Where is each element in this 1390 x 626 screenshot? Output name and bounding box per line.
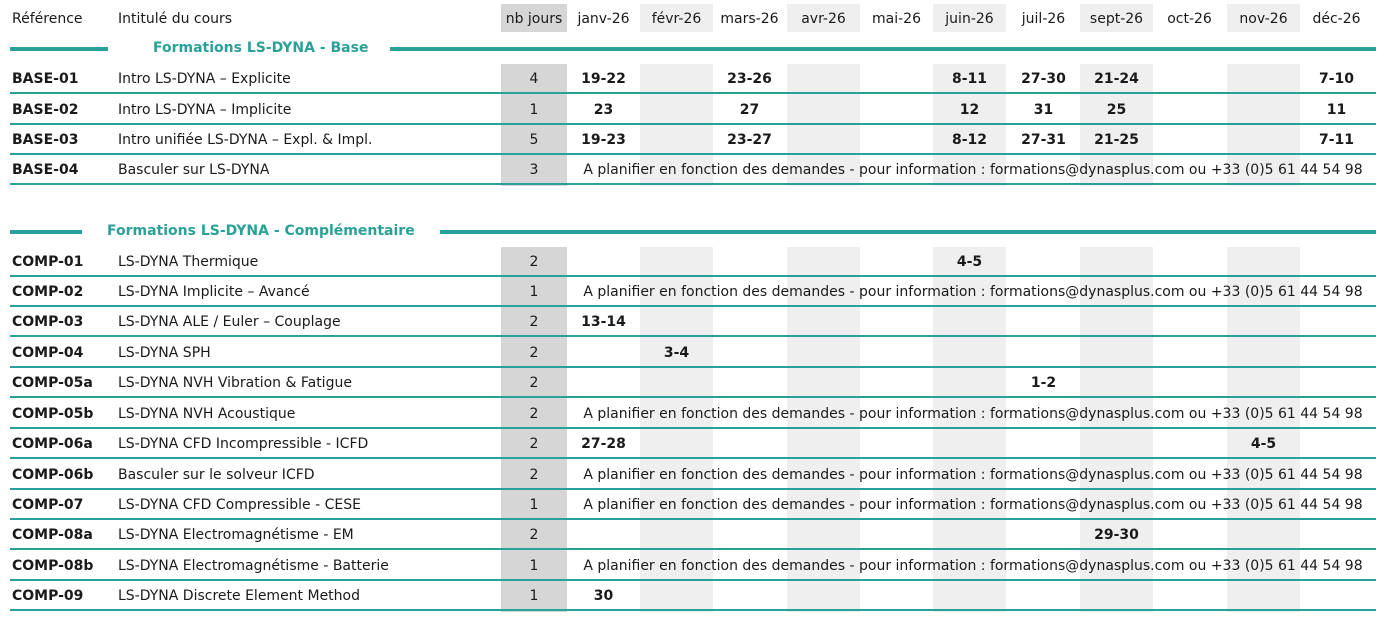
session-date: 13-14	[581, 314, 626, 330]
course-nb-jours: 2	[529, 527, 539, 543]
header-month: févr-26	[651, 11, 702, 27]
course-nb-jours: 3	[529, 162, 539, 178]
section-rule	[10, 230, 82, 234]
course-nb-jours: 1	[529, 497, 539, 513]
session-date: 27	[739, 102, 760, 118]
course-title: LS-DYNA CFD Compressible - CESE	[118, 497, 361, 513]
planning-note: A planifier en fonction des demandes - pour information : formations@dynasplus.com ou +33 (0)5 61 44 54 98	[583, 162, 1363, 178]
course-reference: BASE-01	[12, 71, 79, 87]
section-title: Formations LS-DYNA - Complémentaire	[107, 223, 415, 239]
course-reference: BASE-03	[12, 132, 79, 148]
course-reference: BASE-02	[12, 102, 79, 118]
course-title: LS-DYNA Electromagnétisme - Batterie	[118, 558, 389, 574]
session-date: 21-24	[1094, 71, 1139, 87]
course-nb-jours: 4	[529, 71, 539, 87]
session-date: 11	[1326, 102, 1347, 118]
course-nb-jours: 1	[529, 284, 539, 300]
planning-note: A planifier en fonction des demandes - pour information : formations@dynasplus.com ou +33 (0)5 61 44 54 98	[583, 467, 1363, 483]
course-nb-jours: 2	[529, 254, 539, 270]
header-month: nov-26	[1239, 11, 1288, 27]
header-month: juil-26	[1021, 11, 1066, 27]
session-date: 27-30	[1021, 71, 1066, 87]
course-reference: COMP-08b	[12, 558, 94, 574]
session-date: 8-12	[951, 132, 988, 148]
session-date: 19-23	[581, 132, 626, 148]
course-title: Basculer sur le solveur ICFD	[118, 467, 315, 483]
section-rule	[10, 47, 108, 51]
section-rule	[440, 230, 1376, 234]
session-date: 1-2	[1030, 375, 1057, 391]
session-date: 7-10	[1318, 71, 1355, 87]
header-month: mai-26	[872, 11, 921, 27]
planning-note: A planifier en fonction des demandes - pour information : formations@dynasplus.com ou +33 (0)5 61 44 54 98	[583, 497, 1363, 513]
course-nb-jours: 1	[529, 588, 539, 604]
session-date: 4-5	[1250, 436, 1277, 452]
course-row	[10, 581, 1376, 611]
header-nb-jours: nb jours	[505, 11, 563, 27]
course-row	[10, 64, 1376, 94]
course-nb-jours: 2	[529, 436, 539, 452]
session-date: 3-4	[663, 345, 690, 361]
course-row	[10, 125, 1376, 155]
section-rule	[390, 47, 1376, 51]
course-row	[10, 95, 1376, 125]
course-row	[10, 155, 1376, 185]
session-date: 19-22	[581, 71, 626, 87]
course-nb-jours: 2	[529, 314, 539, 330]
header-reference: Référence	[12, 11, 83, 27]
course-title: LS-DYNA Electromagnétisme - EM	[118, 527, 354, 543]
header-course-title: Intitulé du cours	[118, 11, 233, 27]
course-row	[10, 368, 1376, 398]
course-title: LS-DYNA SPH	[118, 345, 211, 361]
course-nb-jours: 2	[529, 406, 539, 422]
course-reference: COMP-04	[12, 345, 84, 361]
course-row	[10, 429, 1376, 459]
course-reference: COMP-09	[12, 588, 84, 604]
course-title: LS-DYNA Discrete Element Method	[118, 588, 360, 604]
course-row	[10, 520, 1376, 550]
session-date: 21-25	[1094, 132, 1139, 148]
course-reference: COMP-06b	[12, 467, 94, 483]
course-title: Intro LS-DYNA – Implicite	[118, 102, 292, 118]
course-title: LS-DYNA CFD Incompressible - ICFD	[118, 436, 369, 452]
course-row	[10, 277, 1376, 307]
session-date: 23-26	[727, 71, 772, 87]
course-reference: BASE-04	[12, 162, 79, 178]
course-reference: COMP-05a	[12, 375, 93, 391]
header-month: avr-26	[801, 11, 846, 27]
course-title: LS-DYNA ALE / Euler – Couplage	[118, 314, 341, 330]
session-date: 8-11	[951, 71, 988, 87]
course-reference: COMP-05b	[12, 406, 94, 422]
session-date: 12	[959, 102, 980, 118]
course-nb-jours: 1	[529, 102, 539, 118]
table-header	[10, 4, 1376, 34]
header-month: déc-26	[1312, 11, 1361, 27]
session-date: 30	[593, 588, 614, 604]
course-row	[10, 490, 1376, 520]
course-row	[10, 551, 1376, 581]
session-date: 23-27	[727, 132, 772, 148]
session-date: 23	[593, 102, 614, 118]
course-title: LS-DYNA NVH Acoustique	[118, 406, 296, 422]
course-title: Intro LS-DYNA – Explicite	[118, 71, 291, 87]
course-reference: COMP-01	[12, 254, 84, 270]
header-month: janv-26	[577, 11, 630, 27]
course-title: LS-DYNA NVH Vibration & Fatigue	[118, 375, 352, 391]
course-reference: COMP-02	[12, 284, 84, 300]
section-title: Formations LS-DYNA - Base	[153, 40, 369, 56]
session-date: 25	[1106, 102, 1127, 118]
session-date: 4-5	[956, 254, 983, 270]
course-nb-jours: 1	[529, 558, 539, 574]
course-title: Intro unifiée LS-DYNA – Expl. & Impl.	[118, 132, 373, 148]
section-heading	[0, 221, 1390, 241]
course-row	[10, 399, 1376, 429]
header-month: mars-26	[720, 11, 779, 27]
header-month: oct-26	[1167, 11, 1212, 27]
session-date: 7-11	[1318, 132, 1355, 148]
planning-note: A planifier en fonction des demandes - pour information : formations@dynasplus.com ou +33 (0)5 61 44 54 98	[583, 284, 1363, 300]
session-date: 27-28	[581, 436, 626, 452]
session-date: 31	[1033, 102, 1054, 118]
course-nb-jours: 2	[529, 345, 539, 361]
session-date: 29-30	[1094, 527, 1139, 543]
course-reference: COMP-03	[12, 314, 84, 330]
course-row	[10, 247, 1376, 277]
planning-note: A planifier en fonction des demandes - pour information : formations@dynasplus.com ou +33 (0)5 61 44 54 98	[583, 558, 1363, 574]
header-month: juin-26	[945, 11, 994, 27]
course-reference: COMP-06a	[12, 436, 93, 452]
course-reference: COMP-08a	[12, 527, 93, 543]
section-heading	[0, 38, 1390, 58]
course-nb-jours: 2	[529, 467, 539, 483]
session-date: 27-31	[1021, 132, 1066, 148]
course-title: LS-DYNA Thermique	[118, 254, 259, 270]
course-row	[10, 338, 1376, 368]
course-reference: COMP-07	[12, 497, 84, 513]
header-month: sept-26	[1089, 11, 1144, 27]
course-row	[10, 307, 1376, 337]
course-nb-jours: 5	[529, 132, 539, 148]
course-title: LS-DYNA Implicite – Avancé	[118, 284, 310, 300]
course-title: Basculer sur LS-DYNA	[118, 162, 270, 178]
course-nb-jours: 2	[529, 375, 539, 391]
planning-note: A planifier en fonction des demandes - pour information : formations@dynasplus.com ou +33 (0)5 61 44 54 98	[583, 406, 1363, 422]
course-row	[10, 460, 1376, 490]
